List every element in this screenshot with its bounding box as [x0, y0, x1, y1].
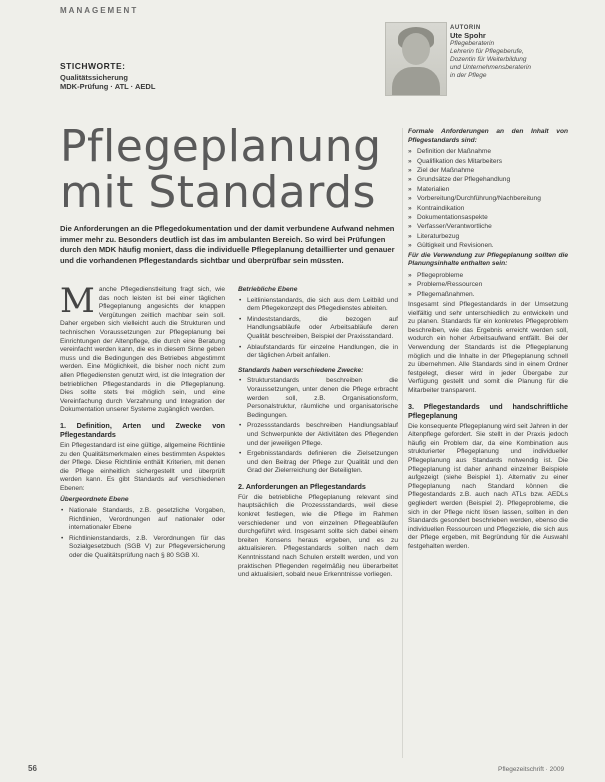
list-item: • Prozessstandards beschreiben Handlungsablauf und Schwerpunkte der Aktivitäten des Pflegenden und der jeweiligen Pflege. [238, 422, 398, 448]
list-item: » Gültigkeit und Revisionen. [408, 241, 568, 250]
keyword-line: MDK-Prüfung · ATL · AEDL [60, 82, 156, 91]
list-item: » Pflegeprobleme [408, 271, 568, 280]
list-item: » Verfasser/Verantwortliche [408, 222, 568, 231]
sub-heading: Formale Anforderungen an den Inhalt von Pflegestandards sind: [408, 128, 568, 144]
author-line: und Unternehmensberaterin [450, 64, 531, 71]
list-item: • Nationale Standards, z.B. gesetzliche Vorgaben, Richtlinien, Verordnungen auf nationaler oder internationaler Ebene [60, 507, 225, 533]
section-heading: 1. Definition, Arten und Zwecke von Pflegestandards [60, 420, 225, 439]
intro-paragraph [60, 281, 225, 415]
author-name: Ute Spohr [450, 31, 486, 40]
list-item: » Ziel der Maßnahme [408, 166, 568, 175]
photo-head [402, 33, 430, 65]
sub-heading: Betriebliche Ebene [238, 286, 298, 293]
author-role: AUTORIN [450, 25, 481, 31]
text-column-2 [238, 286, 398, 583]
keywords-title: STICHWORTE: [60, 61, 126, 71]
author-info [450, 24, 570, 80]
sub-heading: Für die Verwendung zur Pflegeplanung sollten die Planungsinhalte enthalten sein: [408, 251, 568, 268]
list-item: » Vorbereitung/Durchführung/Nachbereitung [408, 194, 568, 203]
body-paragraph: Die konsequente Pflegeplanung wird seit Jahren in der Altenpflege gefordert. Sie stellt in der Praxis jedoch häufig ein Problem dar, da eine Kombination aus strukturierter Pflegeplanung und individueller Pflegeplanung aus Standards notwendig ist. Die Pflegeplanung ist daher anhand einzelner Beispiele aufgezeigt (siehe Beispiel 1). Alternativ zu einer Pflegeplanung nach Standard können die Pflegestandards z.B. auch nach ATLs bzw. AEDLs gegliedert werden (Beispiel 2). Pflegeprobleme, die sich in der Pflege nicht lösen lassen, sollten in den Standards gesondert beschrieben werden, ebenso die individuellen Ressourcen und Pflegeziele, die sich aus der Pflege ergeben, mit Begründung für die Auswahl festgehalten werden. [408, 422, 568, 550]
list-item: » Probleme/Ressourcen [408, 280, 568, 289]
drop-cap: M [60, 281, 95, 321]
author-line: Lehrerin für Pflegeberufe, [450, 48, 524, 55]
keywords-box [60, 62, 240, 92]
keyword-line: Qualitätssicherung [60, 72, 128, 82]
article-title [60, 121, 400, 218]
title-line-1: Pflegeplanung [60, 121, 382, 172]
body-paragraph: Insgesamt sind Pflegestandards in der Umsetzung vielfältig und sehr unterschiedlich zu entwickeln und zu planen. Standards für ein konkretes Pflegeproblem beschreiben, wie das Ergebnis erreicht werden soll, wodurch ein hoher Arbeitsaufwand entfällt. Bei der Verwendung der Standards ist die Pflegeplanung möglich und die Inhalte in der Pflegeplanung schnell zu übernehmen. Alle Standards sind in einem Ordner festgelegt, dieser wird in jeder Übergabe zur Verfügung gestellt und somit die Planung für die Mitarbeiter transparent. [408, 301, 568, 394]
author-line: Pflegeberaterin [450, 40, 495, 47]
sub-heading: Übergeordnete Ebene [60, 496, 129, 504]
list-item: » Materialien [408, 185, 568, 194]
list-item: » Grundsätze der Pflegehandlung [408, 175, 568, 184]
intro-text: anche Pflegedienstleitung fragt sich, wie das noch leisten ist bei einer täglichen Pflegeplanung angesichts der knappen Vergütungen zeitlich machbar sein soll. Daher ergeben sich vielleicht auch die Strukturen und technischen Voraussetzungen zur Pflegeplanung bei Einrichtungen der Altenpflege, die durch eine Beratung vereinfacht werden kann, die es in diesem Sinne geben muss und die Bedingungen des Betriebes abgestimmt werden. Eine Möglichkeit, die bisher noch nicht zum allen Pflegediensten genutzt wird, ist die Integration der betrieblichen Pflegestandards in die Pflegeplanung. Dies sollte stets frei möglich sein, und eine Vereinfachung durch Verzahnung und Integration der Dokumentation unserer Systeme zugänglich werden. [60, 286, 225, 414]
section-heading: 3. Pflegestandards und handschriftliche Pflegeplanung [408, 401, 568, 420]
author-photo [385, 22, 447, 96]
body-paragraph: Für die betriebliche Pflegeplanung relevant sind hauptsächlich die Prozessstandards, weil diese konkret festlegen, wie die Pflege im Rahmen verschiedener und von einzelnen Pflegeabläufen durchgeführt wird. Insgesamt sollte sich dabei einem breiten Konsens heraus ergeben, und es zu aktualisieren. Pflegestandards sollten nach dem Kenntnisstand nach Schulen erstellt werden, und von praktischen Pflegenden regelmäßig neu überarbeitet und aktualisiert, sobald neue Erkenntnisse vorliegen. [238, 493, 398, 579]
author-line: in der Pflege [450, 72, 487, 79]
list-item: • Mindeststandards, die bezogen auf Handlungsabläufe oder Arbeitsabläufe deren Qualität beschreiben, Beispiel der Praxisstandard. [238, 316, 398, 342]
list-item: » Pflegemaßnahmen. [408, 290, 568, 299]
page-number: 56 [28, 764, 37, 773]
section-heading: 2. Anforderungen an Pflegestandards [238, 481, 366, 491]
section-rubric: MANAGEMENT [60, 6, 139, 15]
text-column-3 [408, 128, 568, 555]
title-line-2: mit Standards [60, 167, 376, 218]
footer-source: Pflegezeitschrift · 2009 [498, 766, 565, 773]
list-item: • Leitlinienstandards, die sich aus dem Leitbild und dem Pflegekonzept des Pflegedienstes ableiten. [238, 297, 398, 314]
list-item: • Richtlinienstandards, z.B. Verordnungen für das Sozialgesetzbuch (SGB V) zur Pflegeversicherung oder die Qualitätsprüfung nach § 80 SGB XI. [60, 535, 225, 561]
text-column-1 [60, 281, 225, 563]
list-item: » Dokumentationsaspekte [408, 213, 568, 222]
body-paragraph: Ein Pflegestandard ist eine gültige, allgemeine Richtlinie zu den Qualitätsmerkmalen eines bestimmten Aspektes der Pflege. Diese Richtlinie enthält Kriterien, mit denen die Pflege einheitlich sichergestellt und überprüft werden kann. Es gibt Standards auf verschiedenen Ebenen: [60, 441, 225, 492]
list-item: • Strukturstandards beschreiben die Voraussetzungen, unter denen die Pflege erbracht werden soll, z.B. Organisationsform, Personalstruktur, räumliche und organisatorische Bedingungen. [238, 377, 398, 420]
list-item: » Literaturbezug [408, 232, 568, 241]
list-item: • Ergebnisstandards definieren die Zielsetzungen und den Beitrag der Pflege zur Qualität und den Grad der Zielerreichung der Beteiligten. [238, 450, 398, 476]
list-item: • Ablaufstandards für einzelne Handlungen, die in der täglichen Arbeit anfallen. [238, 344, 398, 361]
author-line: Dozentin für Weiterbildung [450, 56, 527, 63]
column-divider [402, 128, 403, 758]
photo-torso [392, 67, 440, 95]
list-item: » Kontraindikation [408, 204, 568, 213]
article-lead: Die Anforderungen an die Pflegedokumentation und der damit verbundene Aufwand nehmen immer mehr zu. Besonders deutlich ist das im ambulanten Bereich. So wird bei Prüfungen durch den MDK häufig moniert, dass die individuelle Pflegeplanung detaillierter und genauer und die vorhandenen Pflegestandards sichtbar und überprüfbar sein müssten. [60, 224, 395, 265]
list-item: » Definition der Maßnahme [408, 147, 568, 156]
sub-heading: Standards haben verschiedene Zwecke: [238, 366, 364, 374]
list-item: » Qualifikation des Mitarbeiters [408, 157, 568, 166]
